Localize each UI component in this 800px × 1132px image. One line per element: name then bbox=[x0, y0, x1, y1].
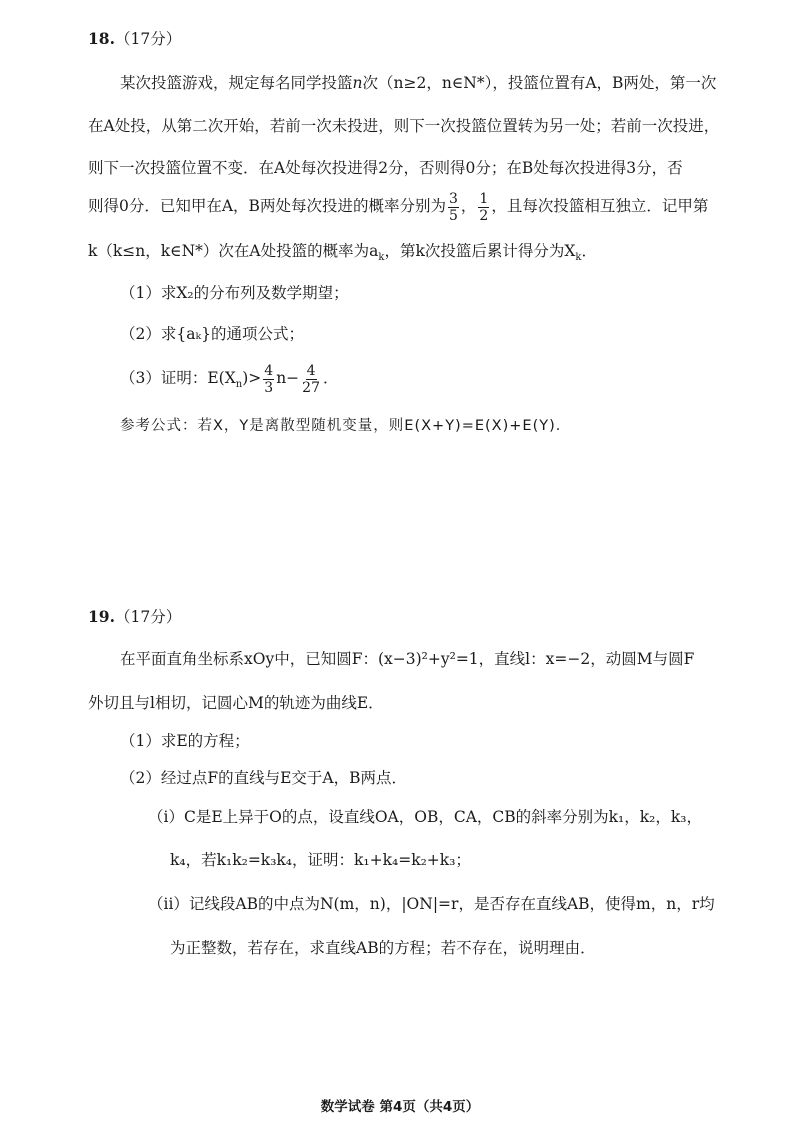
q18-line1-text: 某次投篮游戏，规定每名同学投篮 bbox=[120, 74, 353, 92]
frac-num: 4 bbox=[306, 362, 316, 379]
q19-heading bbox=[88, 606, 181, 628]
q18-reference-formula: 参考公式：若X，Y是离散型随机变量，则E(X+Y)=E(X)+E(Y)． bbox=[120, 418, 572, 434]
q18-line4-text-end: ，且每次投篮相互独立．记甲第 bbox=[491, 197, 709, 215]
q19-sub2: （2）经过点F的直线与E交于A，B两点． bbox=[120, 769, 408, 787]
q19-para-line2: 外切且与l相切，记圆心M的轨迹为曲线E． bbox=[88, 694, 384, 712]
q19-para-line1: 在平面直角坐标系xOy中，已知圆F：(x−3)²+y²=1，直线l：x=−2，动圆M与圆F bbox=[120, 650, 695, 668]
q19-sub2-part-i-line1: （i）C是E上异于O的点，设直线OA，OB，CA，CB的斜率分别为k₁，k₂，k₃， bbox=[148, 808, 702, 826]
q19-number: 19. bbox=[88, 607, 115, 626]
q18-sub3-text3: n− bbox=[276, 369, 300, 387]
q18-line1-cond: 次（n≥2，n∈N*），投篮位置有A，B两处，第一次 bbox=[362, 74, 717, 92]
q19-sub2-part-ii-line2: 为正整数，若存在，求直线AB的方程；若不存在，说明理由． bbox=[170, 939, 596, 957]
q19-sub1: （1）求E的方程； bbox=[120, 732, 250, 750]
q18-line4-sep: ， bbox=[460, 197, 477, 215]
frac-den: 2 bbox=[479, 207, 489, 224]
fraction-three-fifths bbox=[448, 191, 459, 224]
page-footer: 数学试卷 第4页（共4页） bbox=[320, 1099, 480, 1115]
fraction-one-half bbox=[478, 191, 489, 224]
q18-para-line4 bbox=[88, 190, 708, 224]
q18-sub3-text2: )> bbox=[242, 369, 262, 387]
q19-sub2-part-i-line2: k₄，若k₁k₂=k₃k₄，证明：k₁+k₄=k₂+k₃； bbox=[170, 851, 471, 869]
q18-sub2: （2）求{aₖ}的通项公式； bbox=[120, 325, 304, 343]
frac-den: 27 bbox=[302, 379, 320, 396]
q18-line5-text2: ，第k次投篮后累计得分为X bbox=[384, 242, 576, 260]
fraction-four-twentysevenths bbox=[301, 363, 321, 396]
q18-line5-end: ． bbox=[581, 242, 597, 260]
q18-heading bbox=[88, 28, 181, 50]
q18-sub3-end: ． bbox=[323, 369, 339, 387]
q18-line4-text: 则得0分．已知甲在A，B两处每次投进的概率分别为 bbox=[88, 197, 446, 215]
frac-den: 5 bbox=[448, 207, 458, 224]
q18-para-line2: 在A处投，从第二次开始，若前一次未投进，则下一次投篮位置转为另一处；若前一次投进， bbox=[88, 117, 720, 135]
q18-para-line3: 则下一次投篮位置不变．在A处每次投进得2分，否则得0分；在B处每次投进得3分，否 bbox=[88, 159, 683, 177]
q18-sub1: （1）求X₂的分布列及数学期望； bbox=[120, 284, 349, 302]
q18-line5-text: k（k≤n，k∈N*）次在A处投篮的概率为a bbox=[88, 242, 379, 260]
q19-points: （17分） bbox=[114, 608, 182, 626]
frac-num: 1 bbox=[479, 190, 489, 207]
q18-sub3-text: （3）证明：E(X bbox=[120, 369, 236, 387]
q18-line5-sub2: k bbox=[575, 252, 582, 264]
q18-points: （17分） bbox=[114, 30, 182, 48]
fraction-four-thirds bbox=[263, 363, 274, 396]
q18-number: 18. bbox=[88, 29, 115, 48]
q18-sub3-sub: n bbox=[235, 379, 243, 391]
q19-sub2-part-ii-line1: （ii）记线段AB的中点为N(m，n)，|ON|=r，是否存在直线AB，使得m，n，r均 bbox=[148, 895, 715, 913]
frac-num: 4 bbox=[264, 362, 274, 379]
q18-para-line5 bbox=[88, 240, 597, 269]
q18-line1-var: n bbox=[352, 74, 363, 92]
frac-num: 3 bbox=[448, 190, 458, 207]
q18-line5-sub: k bbox=[378, 252, 385, 264]
frac-den: 3 bbox=[264, 379, 274, 396]
q18-para-line1 bbox=[120, 72, 716, 94]
q18-sub3 bbox=[120, 360, 339, 403]
